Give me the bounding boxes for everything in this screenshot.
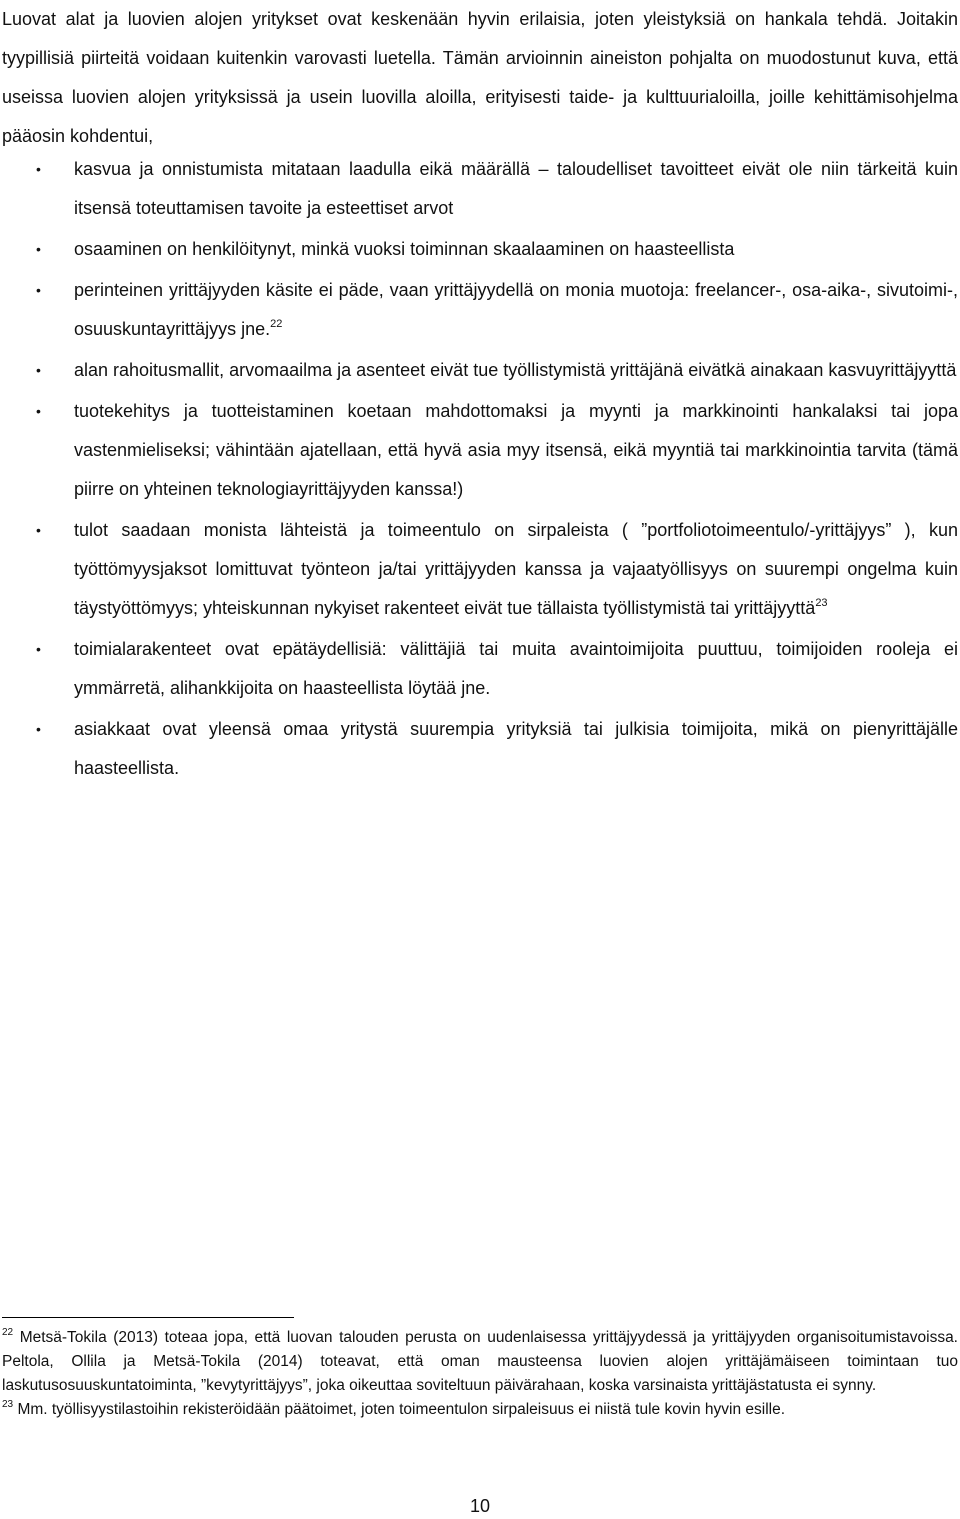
page-number: 10	[469, 1496, 491, 1516]
bullet-text: tulot saadaan monista lähteistä ja toimeentulo on sirpaleista ( ”portfoliotoimeentulo/-yrittäjyys” ), kun työttömyysjaksot lomittuvat työnteon ja/tai yrittäjyyden kanssa ja vajaatyöllisyys on suurempi ongelma kuin täystyöttömyys; yhteiskunnan nykyiset rakenteet eivät tue tällaista työllistymistä tai yrittäjyyttä	[74, 520, 958, 618]
footnote-22	[2, 1326, 958, 1398]
footnote-divider	[2, 1317, 294, 1318]
bullet-text: osaaminen on henkilöitynyt, minkä vuoksi toiminnan skaalaaminen on haasteellista	[74, 239, 735, 259]
bullet-icon: •	[36, 403, 41, 419]
bullet-text: tuotekehitys ja tuotteistaminen koetaan mahdottomaksi ja myynti ja markkinointi hankalaksi tai jopa vastenmieliseksi; vähintään ajatellaan, että hyvä asia myy itsensä, eikä myyntiä tai markkinointia tarvita (tämä piirre on yhteinen teknologiayrittäjyyden kanssa!)	[74, 401, 958, 499]
bullet-text: asiakkaat ovat yleensä omaa yritystä suurempia yrityksiä tai julkisia toimijoita, mikä on pienyrittäjälle haasteellista.	[74, 719, 958, 778]
footnote-number: 22	[2, 1326, 14, 1338]
bullet-item	[0, 150, 960, 228]
footnotes	[2, 1326, 958, 1422]
footnote-reference[interactable]: 22	[270, 318, 283, 330]
bullet-icon: •	[36, 641, 41, 657]
bullet-text: alan rahoitusmallit, arvomaailma ja asenteet eivät tue työllistymistä yrittäjänä eivätkä ainakaan kasvuyrittäjyyttä	[74, 360, 957, 380]
bullet-list	[0, 150, 960, 790]
bullet-text: toimialarakenteet ovat epätäydellisiä: välittäjiä tai muita avaintoimijoita puuttuu, toimijoiden rooleja ei ymmärretä, alihankkijoita on haasteellista löytää jne.	[74, 639, 958, 698]
bullet-icon: •	[36, 241, 41, 257]
footnote-text: Metsä-Tokila (2013) toteaa jopa, että luovan talouden perusta on uudenlaisessa yrittäjyydessä ja yrittäjyyden organisoitumistavoissa. Peltola, Ollila ja Metsä-Tokila (2014) toteavat, että oman mausteensa luovien alojen yrittäjämäiseen toimintaan tuo laskutusosuuskuntatoiminta, ”kevytyrittäjyys”, joka oikeuttaa soviteltuun päivärahaan, koska varsinaista yrittäjästatusta ei synny.	[2, 1329, 958, 1394]
intro-paragraph: Luovat alat ja luovien alojen yritykset ovat keskenään hyvin erilaisia, joten yleistyksiä on hankala tehdä. Joitakin tyypillisiä piirteitä voidaan kuitenkin varovasti luetella. Tämän arvioinnin aineiston pohjalta on muodostunut kuva, että useissa luovien alojen yrityksissä ja usein luovilla aloilla, erityisesti taide- ja kulttuurialoilla, joille kehittämisohjelma pääosin kohdentui,	[2, 9, 958, 146]
bullet-icon: •	[36, 161, 41, 177]
bullet-icon: •	[36, 721, 41, 737]
bullet-icon: •	[36, 362, 41, 378]
footnote-reference[interactable]: 23	[815, 597, 828, 609]
bullet-item	[0, 351, 960, 390]
bullet-item	[0, 511, 960, 628]
bullet-item	[0, 710, 960, 788]
footnote-text: Mm. työllisyystilastoihin rekisteröidään päätoimet, joten toimeentulon sirpaleisuus ei niistä tule kovin hyvin esille.	[17, 1401, 786, 1418]
bullet-item	[0, 630, 960, 708]
bullet-text: perinteinen yrittäjyyden käsite ei päde, vaan yrittäjyydellä on monia muotoja: freelancer-, osa-aika-, sivutoimi-, osuuskuntayrittäjyys jne.	[74, 280, 958, 339]
footnote-23	[2, 1398, 958, 1422]
footnote-number: 23	[2, 1398, 14, 1410]
bullet-icon: •	[36, 282, 41, 298]
bullet-item	[0, 230, 960, 269]
bullet-text: kasvua ja onnistumista mitataan laadulla eikä määrällä – taloudelliset tavoitteet eivät ole niin tärkeitä kuin itsensä toteuttamisen tavoite ja esteettiset arvot	[74, 159, 958, 218]
bullet-item	[0, 271, 960, 349]
bullet-icon: •	[36, 522, 41, 538]
bullet-item	[0, 392, 960, 509]
